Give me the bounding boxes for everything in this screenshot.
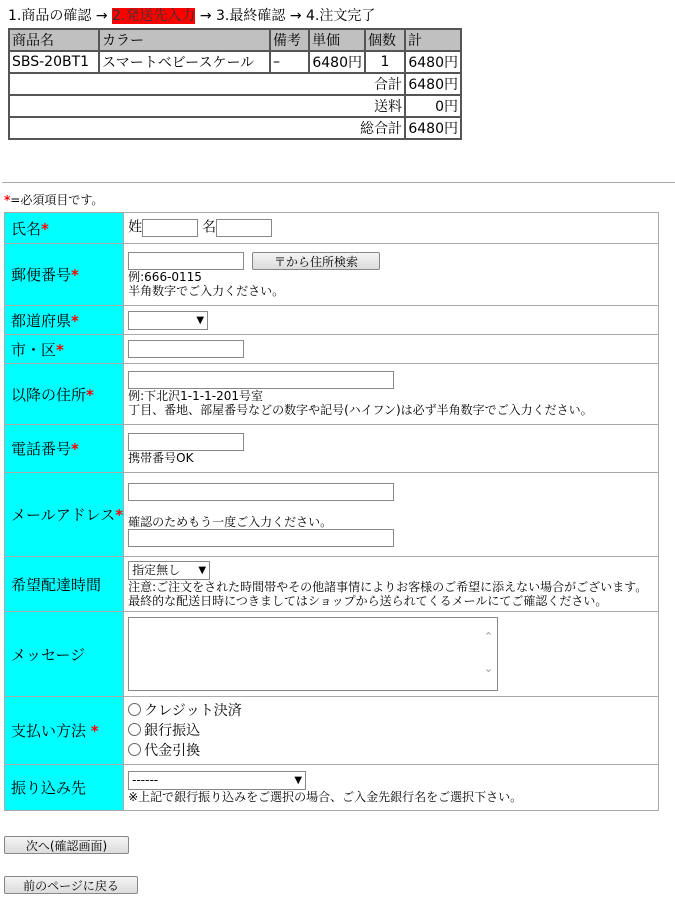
form-row-postal <box>5 244 659 306</box>
prefecture-label: 都道府県* <box>5 306 124 335</box>
postal-example: 例:666-0115 <box>128 269 202 284</box>
payment-option-cod[interactable]: 代金引換 <box>128 741 654 761</box>
form-row-city <box>5 335 659 364</box>
required-mark: * <box>4 193 11 207</box>
first-name-input[interactable] <box>216 219 272 237</box>
message-textarea[interactable] <box>128 617 498 691</box>
delivery-note-1: 注意:ご注文をされた時間帯やその他諸事情によりお客様のご希望に添えない場合がございます。 <box>128 579 648 594</box>
cart-table <box>8 28 462 140</box>
radio-icon[interactable] <box>128 703 141 716</box>
form-row-address <box>5 364 659 425</box>
checkout-steps <box>8 7 375 25</box>
radio-icon[interactable] <box>128 743 141 756</box>
email-confirm-input[interactable] <box>128 529 394 547</box>
address-example: 例:下北沢1-1-1-201号室 <box>128 389 263 403</box>
divider <box>2 182 675 183</box>
address-input[interactable] <box>128 371 394 389</box>
postal-label: 郵便番号* <box>5 244 124 306</box>
form-row-email <box>5 473 659 557</box>
email-confirm-hint: 確認のためもう一度ご入力ください。 <box>128 514 333 529</box>
email-input[interactable] <box>128 483 394 501</box>
back-button[interactable]: 前のページに戻る <box>4 876 138 894</box>
total-row <box>9 117 461 139</box>
unit-price: 6480円 <box>309 51 365 73</box>
product-code: SBS-20BT1 <box>9 51 99 73</box>
address-hint: 丁目、番地、部屋番号などの数字や記号(ハイフン)は必ず半角数字でご入力ください。 <box>128 403 593 417</box>
city-label: 市・区* <box>5 335 124 364</box>
subtotal-label: 合計 <box>9 73 405 95</box>
col-header: 備考 <box>270 29 309 51</box>
subtotal-value: 6480円 <box>405 73 461 95</box>
form-row-phone <box>5 425 659 473</box>
bank-label: 振り込み先 <box>5 765 124 811</box>
total-label: 総合計 <box>9 117 405 139</box>
required-note <box>4 193 103 207</box>
scroll-down-icon[interactable]: ⌄ <box>483 662 494 675</box>
step-1: 1.商品の確認 <box>8 8 92 24</box>
delivery-time-label: 希望配達時間 <box>5 557 124 612</box>
payment-option-credit[interactable]: クレジット決済 <box>128 701 654 721</box>
message-label: メッセージ <box>5 612 124 697</box>
email-label: メールアドレス* <box>5 473 124 557</box>
delivery-note-2: 最終的な配送日時につきましてはショップから送られてくるメールにてご確認ください。 <box>128 593 608 608</box>
next-button[interactable]: 次へ(確認画面) <box>4 836 129 854</box>
name-label: 氏名* <box>5 213 124 244</box>
shipping-value: 0円 <box>405 95 461 117</box>
city-input[interactable] <box>128 340 244 358</box>
required-note-text: =必須項目です。 <box>10 193 104 207</box>
col-header: カラー <box>99 29 270 51</box>
quantity: 1 <box>365 51 405 73</box>
postal-code-input[interactable] <box>128 252 244 270</box>
payment-option-bank[interactable]: 銀行振込 <box>128 721 654 741</box>
col-header: 計 <box>405 29 461 51</box>
step-2-current: 2.発送先入力 <box>112 8 196 24</box>
col-header: 商品名 <box>9 29 99 51</box>
first-name-prefix: 名 <box>201 219 216 236</box>
subtotal-row <box>9 73 461 95</box>
form-row-name <box>5 213 659 244</box>
address-search-button[interactable]: 〒から住所検索 <box>252 252 380 270</box>
chevron-down-icon: ▼ <box>196 314 205 326</box>
form-row-bank <box>5 765 659 811</box>
shipping-label: 送料 <box>9 95 405 117</box>
form-row-delivery-time <box>5 557 659 612</box>
shipping-form <box>4 212 659 811</box>
last-name-prefix: 姓 <box>128 219 143 236</box>
scroll-up-icon[interactable]: ⌃ <box>483 630 494 643</box>
chevron-down-icon: ▼ <box>198 564 207 576</box>
total-value: 6480円 <box>405 117 461 139</box>
step-arrow: → <box>199 8 212 24</box>
radio-icon[interactable] <box>128 723 141 736</box>
address-label: 以降の住所* <box>5 364 124 425</box>
product-note: – <box>270 51 309 73</box>
postal-hint: 半角数字でご入力ください。 <box>128 283 285 298</box>
bank-note: ※上記で銀行振り込みをご選択の場合、ご入金先銀行名をご選択下さい。 <box>128 790 523 804</box>
step-4: 4.注文完了 <box>306 8 376 24</box>
table-row <box>9 51 461 73</box>
phone-hint: 携帯番号OK <box>128 450 194 465</box>
phone-label: 電話番号* <box>5 425 124 473</box>
prefecture-select[interactable] <box>128 311 208 330</box>
col-header: 個数 <box>365 29 405 51</box>
bank-select[interactable]: ------ ▼ <box>128 771 306 790</box>
step-arrow: → <box>95 8 108 24</box>
last-name-input[interactable] <box>142 219 198 237</box>
step-3: 3.最終確認 <box>216 8 286 24</box>
line-total: 6480円 <box>405 51 461 73</box>
phone-input[interactable] <box>128 433 244 451</box>
delivery-time-select[interactable]: 指定無し ▼ <box>128 561 210 580</box>
col-header: 単価 <box>309 29 365 51</box>
form-row-payment <box>5 697 659 765</box>
chevron-down-icon: ▼ <box>294 775 303 786</box>
form-row-message <box>5 612 659 697</box>
shipping-row <box>9 95 461 117</box>
payment-label: 支払い方法 * <box>5 697 124 765</box>
form-row-prefecture <box>5 306 659 335</box>
product-name: スマートベビースケール <box>99 51 270 73</box>
step-arrow: → <box>289 8 302 24</box>
cart-header-row <box>9 29 461 51</box>
